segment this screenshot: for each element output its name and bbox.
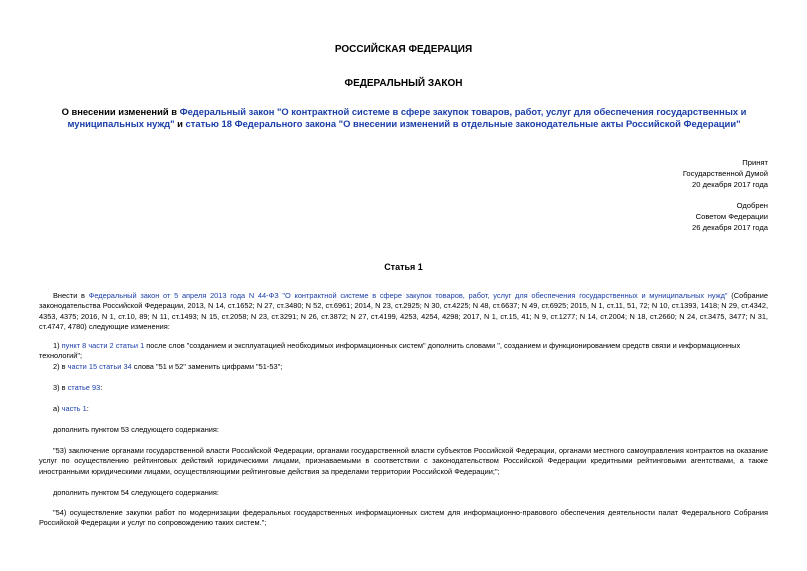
adopted-date: 20 декабря 2017 года	[692, 180, 768, 189]
item2-link[interactable]: части 15 статьи 34	[67, 362, 132, 371]
text-53-paragraph: "53) заключение органами государственной власти Российской Федерации, органами государственной власти субъектов Российской Федерации, органами местного самоуправления контрактов на оказание услуг по осуществлению рейтинговых действий юридическими лицами, признаваемыми в соответствии с законодательством Российской Федерации кредитными рейтинговыми агентствами, а также иностранными юридическими лицами, осуществляющими рейтинговые действия за пределами территории Российской Федерации;";	[39, 446, 768, 476]
title-text-pre: О внесении изменений в	[61, 106, 180, 117]
item1-text-post: после слов "созданием и эксплуатацией необходимых информационных систем" дополнить словами ", созданием и функционированием средств связи и информационных технологий";	[39, 341, 741, 361]
title-link-law-44fz[interactable]: Федеральный закон "О контрактной системе в сфере закупок товаров, работ, услуг для обеспечения государственных и муниципальных нужд"	[67, 106, 747, 129]
adopted-by: Государственной Думой	[682, 169, 768, 178]
item-1-paragraph	[39, 341, 768, 362]
approved-label: Одобрен	[736, 201, 768, 210]
item3a-text-post: :	[86, 404, 89, 413]
approved-by: Советом Федерации	[695, 212, 768, 221]
item3-text-post: :	[100, 383, 103, 392]
article-intro-paragraph	[39, 291, 768, 332]
document-type: ФЕДЕРАЛЬНЫЙ ЗАКОН	[344, 78, 463, 89]
approval-block	[692, 200, 768, 233]
intro-link-law[interactable]: Федеральный закон от 5 апреля 2013 года N 44-ФЗ "О контрактной системе в сфере закупок товаров, работ, услуг для обеспечения государственных и муниципальных нужд"	[88, 291, 728, 300]
item1-text-pre: 1)	[53, 341, 62, 350]
document-country: РОССИЙСКАЯ ФЕДЕРАЦИЯ	[334, 44, 473, 55]
intro-text-post: (Собрание законодательства Российской Федерации, 2013, N 14, ст.1652; N 27, ст.3480; N 52, ст.6961; 2014, N 23, ст.2925; N 30, ст.4225; N 48, ст.6637; N 49, ст.6925; 2015, N 1, ст.11, 51, 72; N 10, ст.1393, 1418; N 29, ст.4342, 4353, 4375; 2016, N 1, ст.10, 89; N 11, ст.1493; N 15, ст.2058; N 23, ст.3291; N 26, ст.3872; N 27, ст.4199, 4253, 4254, 4298; 2017, N 1, ст.15, 41; N 9, ст.1277; N 14, ст.2004; N 18, ст.2660; N 24, ст.3475, 3477; N 31, ст.4747, 4780) следующие изменения:	[39, 291, 768, 331]
item3-link[interactable]: статье 93	[67, 383, 101, 392]
document-title	[36, 106, 772, 130]
item2-text-post: слова "51 и 52" заменить цифрами "51-53";	[131, 362, 283, 371]
adopted-label: Принят	[742, 158, 768, 167]
approved-date: 26 декабря 2017 года	[692, 223, 768, 232]
item3a-link[interactable]: часть 1	[61, 404, 87, 413]
item3-text-pre: 3) в	[53, 383, 68, 392]
intro-text-pre: Внести в	[53, 291, 89, 300]
title-text-mid: и	[174, 118, 186, 129]
adoption-block	[683, 157, 768, 190]
item-3a-paragraph	[39, 404, 768, 414]
item1-link[interactable]: пункт 8 части 2 статьи 1	[61, 341, 145, 350]
add-54-paragraph: дополнить пунктом 54 следующего содержания:	[53, 488, 219, 497]
add-53-paragraph: дополнить пунктом 53 следующего содержания:	[53, 425, 219, 434]
text-54-paragraph: "54) осуществление закупки работ по модернизации федеральных государственных информационных систем для информационно-правового обеспечения деятельности палат Федерального Собрания Российской Федерации и услуг по сопровождению таких систем.";	[39, 508, 768, 528]
article-heading: Статья 1	[384, 262, 423, 272]
item3a-text-pre: а)	[53, 404, 62, 413]
item2-text-pre: 2) в	[53, 362, 68, 371]
item-2-paragraph	[39, 362, 768, 372]
title-link-article-18[interactable]: статью 18 Федерального закона "О внесении изменений в отдельные законодательные акты Российской Федерации"	[185, 118, 741, 129]
item-3-paragraph	[39, 383, 768, 393]
